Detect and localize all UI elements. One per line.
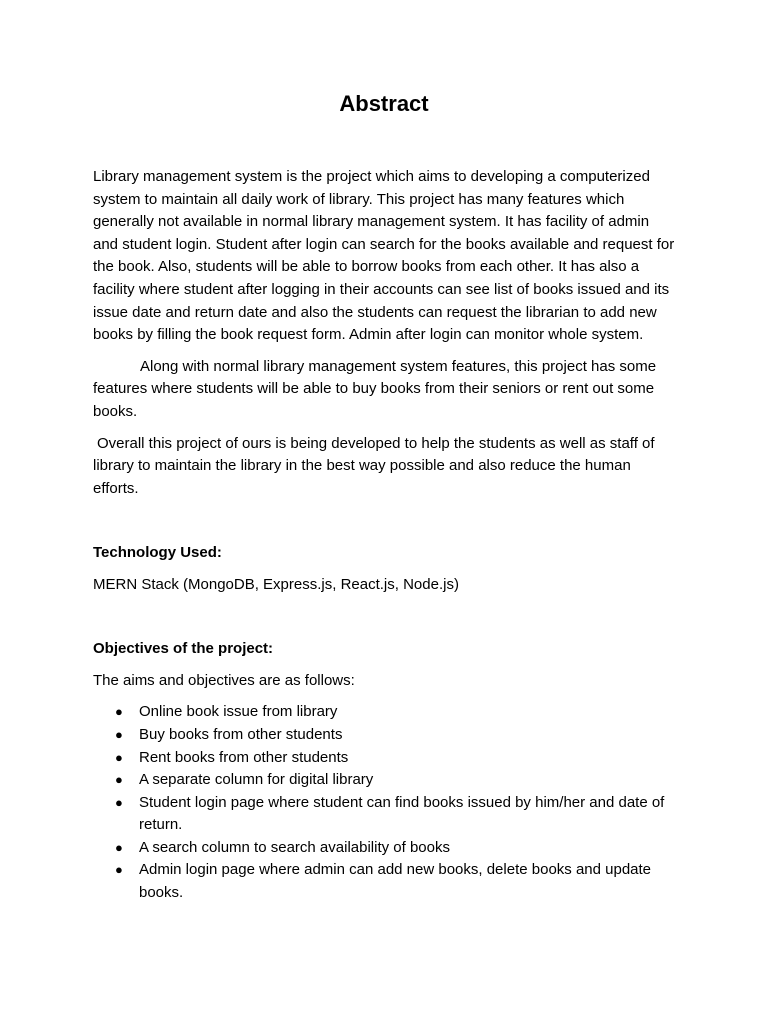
abstract-paragraph-1: Library management system is the project which aims to developing a computerized system to maintain all daily work of library. This project has many features which generally not available in normal library management system. It has facility of admin and student login. Student after login can search for the books available and request for the book. Also, students will be able to borrow books from each other. It has also a facility where student after logging in their accounts can see list of books issued and its issue date and return date and also the students can request the librarian to add new books by filling the book request form. Admin after login can monitor whole system. — [93, 168, 675, 344]
list-item-text: A separate column for digital library — [139, 771, 374, 789]
bullet-icon: ● — [115, 839, 123, 855]
list-item-text: Online book issue from library — [139, 703, 338, 721]
abstract-paragraph-3: Overall this project of ours is being developed to help the students as well as staff of library to maintain the library in the best way possible and also reduce the human efforts. — [93, 434, 655, 497]
list-item-text: Rent books from other students — [139, 748, 349, 766]
objectives-list — [93, 701, 675, 904]
bullet-icon: ● — [115, 749, 123, 765]
objectives-intro: The aims and objectives are as follows: — [93, 672, 355, 690]
abstract-paragraph-2: Along with normal library management system features, this project has some features where students will be able to buy books from their seniors or rent out some books. — [93, 357, 657, 420]
bullet-icon: ● — [115, 794, 123, 810]
list-item — [93, 769, 675, 792]
bullet-icon: ● — [115, 772, 123, 788]
technology-heading: Technology Used: — [93, 544, 222, 562]
bullet-icon: ● — [115, 862, 123, 878]
page-title: Abstract — [339, 91, 429, 116]
technology-text: MERN Stack (MongoDB, Express.js, React.js, Node.js) — [93, 576, 459, 594]
list-item — [93, 859, 675, 904]
bullet-icon: ● — [115, 704, 123, 720]
list-item-text: Student login page where student can find books issued by him/her and date of return. — [139, 793, 665, 834]
list-item-text: Admin login page where admin can add new books, delete books and update books. — [139, 861, 652, 902]
list-item-text: A search column to search availability of books — [139, 838, 450, 856]
list-item — [93, 701, 675, 724]
list-item — [93, 837, 675, 860]
bullet-icon: ● — [115, 726, 123, 742]
objectives-heading: Objectives of the project: — [93, 640, 274, 658]
list-item-text: Buy books from other students — [139, 725, 343, 743]
document-content — [93, 88, 675, 905]
list-item — [93, 724, 675, 747]
list-item — [93, 792, 675, 837]
list-item — [93, 747, 675, 770]
